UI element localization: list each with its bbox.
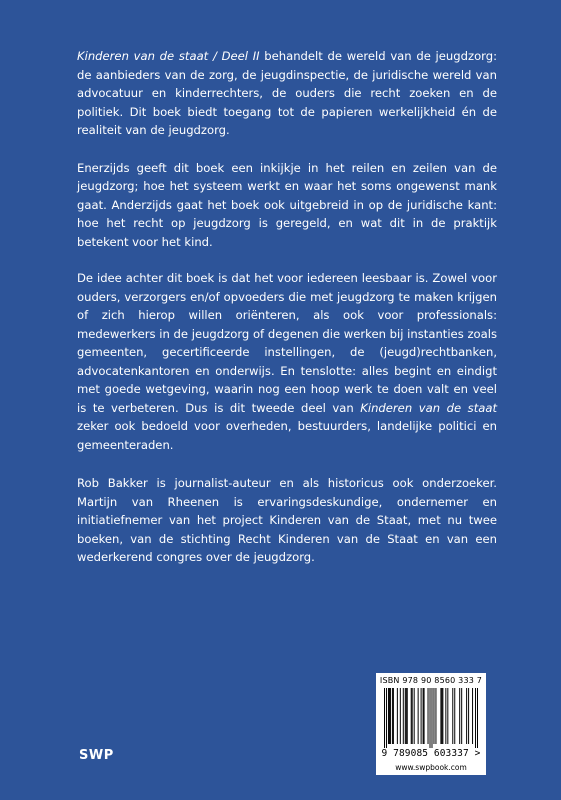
barcode-bar [459,688,460,744]
barcode-bar [466,688,467,744]
book-title-italic-2: Kinderen van de staat [360,400,497,415]
book-title-italic: Kinderen van de staat / Deel II [77,49,260,63]
barcode-bar [414,688,415,744]
barcode-bar [461,688,462,744]
barcode-bar [441,688,442,744]
blurb-paragraph-3-text-a: De idee achter dit boek is dat het voor iedereen leesbaar is. Zowel voor ouders, verzorgers en/of opvoeders die met jeugdzorg te maken krijgen of zich hierop willen oriënteren, als ook voor professionals: medewerkers in de jeugdzorg of degenen die werken bij instanties zoals gemeenten, gecertificeerde instellingen, de (jeugd)rechtbanken, advocatenkantoren en onderwijs. En tenslotte: alles begint en eindigt met goede wetgeving, waarin nog een hoop werk te doen valt en veel is te verbeteren. Dus is dit tweede deel van [77,271,497,415]
barcode-bar [454,688,455,744]
blurb-paragraph-2: Enerzijds geeft dit boek een inkijkje in het reilen en zeilen van de jeugdzorg; hoe het systeem werkt en waar het soms ongewenst mank gaat. Anderzijds gaat het boek ook uitgebreid in op de juridische kant: hoe het recht op jeugdzorg is geregeld, en wat dit in de praktijk betekent voor het kind. [77,160,497,249]
blurb-paragraph-3 [77,269,497,454]
barcode-bar [452,688,453,744]
barcode-bar [433,688,434,744]
barcode-bar [442,688,443,744]
barcode-bar [386,688,387,748]
blurb-paragraph-1-text: behandelt de wereld van de jeugdzorg: de aanbieders van de zorg, de jeugdinspectie, de juridische wereld van advocatuur en kinderrechters, de ouders die recht zoeken en de politiek. Dit boek biedt toegang tot de papieren werkelijkheid én de realiteit van de jeugdzorg. [77,49,497,137]
barcode-bar [428,688,429,744]
barcode-bar [477,688,478,748]
author-bio: Rob Bakker is journalist-auteur en als historicus ook onderzoeker. Martijn van Rheenen is ervaringsdeskundige, ondernemer en initiatiefnemer van het project Kinderen van de Staat, met nu twee boeken, van de stichting Recht Kinderen van de Staat en van een wederkerend congres over de jeugdzorg. [77,476,497,564]
publisher-website: www.swpbook.com [395,763,467,772]
barcode-bar [440,688,441,744]
barcode-bar [475,688,476,748]
barcode-bar [423,688,424,744]
barcode-bar [430,688,431,748]
barcode-bar [421,688,422,744]
barcode-bar [407,688,408,744]
barcode-bars [384,688,478,748]
barcode-bar [418,688,419,744]
barcode-bar [411,688,412,744]
barcode-bar [405,688,406,744]
blurb-paragraph-3-text-b: zeker ook bedoeld voor overheden, bestuurders, landelijke politici en gemeenteraden. [77,419,497,452]
barcode-bar [445,688,446,744]
barcode-bar [397,688,398,744]
publisher-logo: SWP [79,748,114,763]
barcode-bar [400,688,401,744]
barcode-bar [388,688,389,744]
barcode-bar [392,688,393,744]
blurb-text [77,47,497,586]
barcode-bar [435,688,436,744]
blurb-paragraph-1 [77,47,497,140]
barcode-bar [472,688,473,744]
barcode-box [376,673,486,775]
barcode-bar [406,688,407,744]
barcode-bar [424,688,425,744]
barcode-bar [447,688,448,744]
barcode-bar [431,688,432,748]
barcode-bar [403,688,404,744]
barcode-bar [393,688,394,744]
barcode-bar [389,688,390,744]
barcode-bar [384,688,385,748]
barcode-number: 9 789085 603337 > [381,748,481,759]
barcode-bar [390,688,391,744]
barcode-bar [412,688,413,744]
isbn-label: ISBN 978 90 8560 333 7 [379,676,483,685]
barcode-bar [468,688,469,744]
